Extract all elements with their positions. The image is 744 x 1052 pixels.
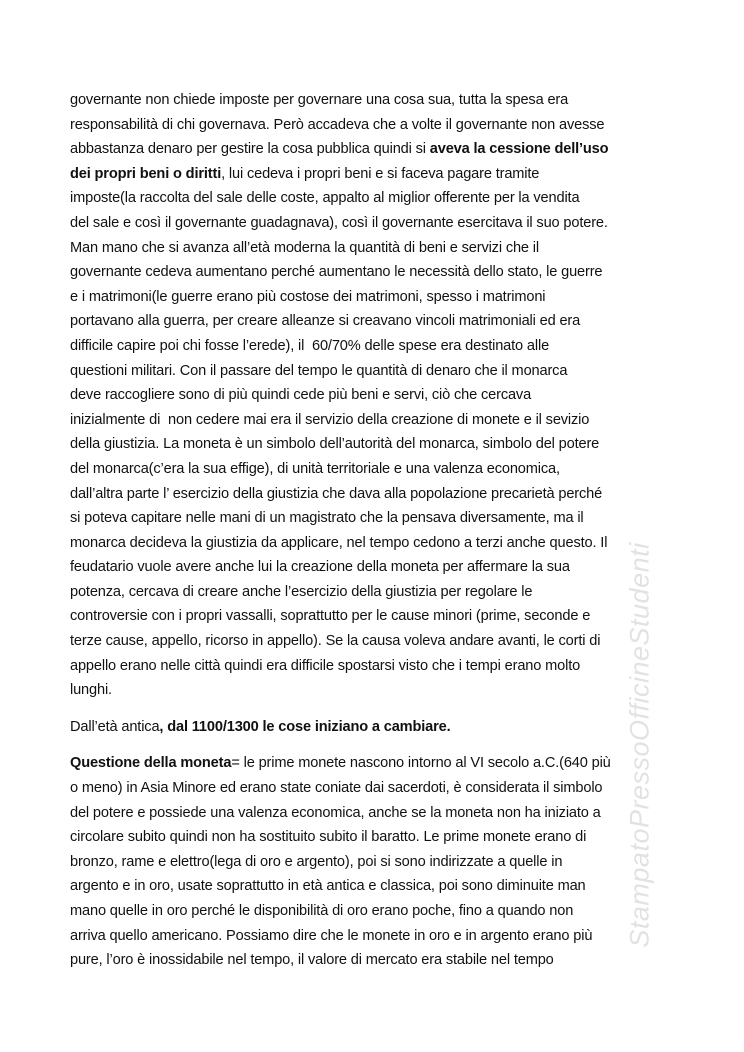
text-line [70, 309, 680, 334]
text-run: appello erano nelle città quindi era difficile spostarsi visto che i tempi erano molto [70, 657, 581, 674]
paragraph [70, 715, 680, 740]
text-line [70, 604, 680, 629]
text-run: circolare subito quindi non ha sostituito subito il baratto. Le prime monete erano di [70, 829, 587, 846]
text-run: difficile capire poi chi fosse l’erede), il 60/70% delle spese era destinato alle [70, 337, 550, 354]
text-run: arriva quello americano. Possiamo dire che le monete in oro e in argento erano più [70, 927, 593, 944]
text-line [70, 186, 680, 211]
text-line [70, 825, 680, 850]
text-line [70, 113, 680, 138]
text-line [70, 531, 680, 556]
text-run: , lui cedeva i propri beni e si faceva pagare tramite [221, 165, 540, 182]
text-line [70, 715, 680, 740]
text-run: del monarca(c’era la sua effige), di unità territoriale e una valenza economica, [70, 460, 560, 477]
text-line [70, 383, 680, 408]
text-run: pure, l’oro è inossidabile nel tempo, il valore di mercato era stabile nel tempo [70, 952, 554, 969]
text-run: Man mano che si avanza all’età moderna la quantità di beni e servizi che il [70, 239, 539, 256]
text-line [70, 162, 680, 187]
document-body [70, 88, 680, 973]
text-run: mano quelle in oro perché le disponibilità di oro erano poche, fino a quando non [70, 903, 574, 919]
text-line [70, 850, 680, 875]
text-run: argento e in oro, usate soprattutto in età antica e classica, poi sono diminuite man [70, 878, 586, 895]
text-line [70, 408, 680, 433]
text-line [70, 432, 680, 457]
text-run: responsabilità di chi governava. Però accadeva che a volte il governante non avesse [70, 116, 605, 133]
text-run: del sale e così il governante guadagnava), così il governante esercitava il suo potere. [70, 214, 608, 231]
text-line [70, 948, 680, 973]
text-line [70, 285, 680, 310]
bold-text: , dal 1100/1300 le cose iniziano a cambiare. [159, 718, 451, 735]
paragraph [70, 88, 680, 703]
text-run: governante non chiede imposte per governare una cosa sua, tutta la spesa era [70, 92, 569, 108]
text-run: imposte(la raccolta del sale delle coste, appalto al miglior offerente per la vendita [70, 190, 580, 207]
paragraph-gap [70, 739, 680, 751]
text-run: si poteva capitare nelle mani di un magistrato che la pensava diversamente, ma il [70, 510, 584, 527]
text-run: governante cedeva aumentano perché aumentano le necessità dello stato, le guerre [70, 264, 603, 281]
text-line [70, 211, 680, 236]
text-run: potenza, cercava di creare anche l’esercizio della giustizia per regolare le [70, 583, 533, 600]
text-run: Dall’età antica [70, 718, 160, 735]
bold-text: dei propri beni o diritti [70, 165, 222, 182]
text-run: questioni militari. Con il passare del tempo le quantità di denaro che il monarca [70, 362, 568, 379]
text-line [70, 751, 680, 776]
text-run: e i matrimoni(le guerre erano più costose dei matrimoni, spesso i matrimoni [70, 288, 546, 305]
text-line [70, 506, 680, 531]
text-line [70, 874, 680, 899]
bold-text: Questione della moneta [70, 755, 232, 772]
text-line [70, 236, 680, 261]
text-run: = le prime monete nascono intorno al VI secolo a.C.(640 più [231, 755, 611, 772]
paragraph-gap [70, 703, 680, 715]
bold-text: aveva la cessione dell’uso [429, 141, 609, 158]
text-run: della giustizia. La moneta è un simbolo dell’autorità del monarca, simbolo del potere [70, 436, 600, 453]
text-line [70, 899, 680, 924]
text-run: portavano alla guerra, per creare alleanze si creavano vincoli matrimoniali ed era [70, 313, 581, 330]
text-line [70, 482, 680, 507]
text-line [70, 629, 680, 654]
text-run: feudatario vuole avere anche lui la creazione della moneta per affermare la sua [70, 559, 570, 576]
text-line [70, 580, 680, 605]
text-line [70, 137, 680, 162]
text-run: terze cause, appello, ricorso in appello). Se la causa voleva andare avanti, le corti di [70, 633, 601, 650]
text-run: lunghi. [70, 682, 112, 699]
text-run: inizialmente di non cedere mai era il servizio della creazione di monete e il sevizio [70, 411, 590, 428]
watermark: StampatoPressoOfficineStudenti [624, 542, 655, 948]
text-line [70, 678, 680, 703]
text-line [70, 334, 680, 359]
text-run: monarca decideva la giustizia da applicare, nel tempo cedono a terzi anche questo. Il [70, 534, 608, 551]
text-run: deve raccogliere sono di più quindi cede più beni e servi, ciò che cercava [70, 387, 532, 404]
text-run: abbastanza denaro per gestire la cosa pubblica quindi si [70, 141, 430, 158]
text-line [70, 260, 680, 285]
text-run: dall’altra parte l’ esercizio della giustizia che dava alla popolazione precarietà perché [70, 485, 603, 502]
text-line [70, 776, 680, 801]
text-line [70, 654, 680, 679]
paragraph [70, 751, 680, 972]
text-run: controversie con i propri vassalli, soprattutto per le cause minori (prime, seconde e [70, 608, 591, 625]
text-line [70, 88, 680, 113]
text-run: del potere e possiede una valenza economica, anche se la moneta non ha iniziato a [70, 804, 601, 821]
text-line [70, 924, 680, 949]
text-run: o meno) in Asia Minore ed erano state coniate dai sacerdoti, è considerata il simbolo [70, 780, 603, 797]
text-line [70, 555, 680, 580]
text-line [70, 801, 680, 826]
text-run: bronzo, rame e elettro(lega di oro e argento), poi si sono indirizzate a quelle in [70, 853, 563, 870]
text-line [70, 457, 680, 482]
text-line [70, 359, 680, 384]
